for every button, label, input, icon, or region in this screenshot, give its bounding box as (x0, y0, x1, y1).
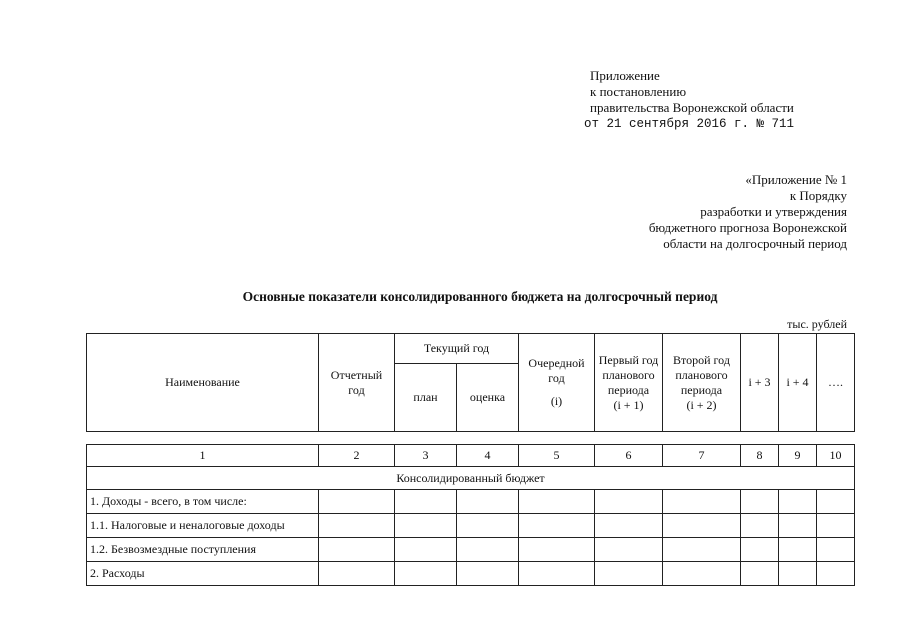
approval-block (584, 68, 795, 132)
table-cell (779, 562, 817, 586)
table-cell (519, 538, 595, 562)
table-row (87, 490, 855, 514)
table-cell (817, 514, 855, 538)
table-cell (779, 538, 817, 562)
column-number: 9 (779, 445, 817, 467)
appendix-line: разработки и утверждения (700, 204, 847, 219)
column-number: 6 (595, 445, 663, 467)
column-number: 8 (741, 445, 779, 467)
table-cell (663, 562, 741, 586)
appendix-line: области на долгосрочный период (663, 236, 847, 251)
data-table (86, 444, 855, 586)
table-row (87, 514, 855, 538)
column-number: 2 (319, 445, 395, 467)
table-cell (741, 490, 779, 514)
table-cell (457, 490, 519, 514)
table-cell (595, 490, 663, 514)
header-i3: i + 3 (741, 334, 779, 432)
table-cell (817, 562, 855, 586)
table-cell (457, 538, 519, 562)
table-cell (319, 514, 395, 538)
column-number: 5 (519, 445, 595, 467)
header-plan: план (395, 364, 457, 432)
table-cell (519, 514, 595, 538)
column-number: 7 (663, 445, 741, 467)
column-number: 3 (395, 445, 457, 467)
table-cell (395, 562, 457, 586)
table-cell (741, 538, 779, 562)
table-cell (741, 562, 779, 586)
table-cell (319, 562, 395, 586)
table-cell (779, 514, 817, 538)
appendix-line: к Порядку (789, 188, 847, 203)
header-name: Наименование (87, 334, 319, 432)
column-number: 10 (817, 445, 855, 467)
header-second-year-label: Второй год планового периода (673, 352, 730, 397)
section-title: Консолидированный бюджет (87, 467, 855, 490)
table-cell (395, 538, 457, 562)
header-first-year (595, 334, 663, 432)
appendix-line: бюджетного прогноза Воронежской (648, 220, 847, 235)
table-row (87, 562, 855, 586)
column-number-row (87, 445, 855, 467)
header-estimate: оценка (457, 364, 519, 432)
table-cell (595, 538, 663, 562)
table-cell (395, 514, 457, 538)
table-cell (319, 538, 395, 562)
appendix-block (649, 172, 847, 252)
appendix-line: «Приложение № 1 (745, 172, 847, 187)
table-cell (817, 490, 855, 514)
header-first-year-index: (i + 1) (613, 397, 644, 412)
document-title: Основные показатели консолидированного бюджета на долгосрочный период (242, 289, 718, 304)
table-cell (663, 514, 741, 538)
header-first-year-label: Первый год планового периода (598, 352, 659, 397)
approval-date: от 21 сентября 2016 г. № 711 (584, 117, 795, 131)
table-cell (663, 490, 741, 514)
table-cell (519, 490, 595, 514)
row-label: 1.2. Безвозмездные поступления (87, 538, 319, 562)
row-label: 1.1. Налоговые и неналоговые доходы (87, 514, 319, 538)
section-row (87, 467, 855, 490)
header-next-year-index: (i) (550, 394, 563, 408)
table-cell (595, 562, 663, 586)
header-second-year (663, 334, 741, 432)
header-table (86, 333, 855, 432)
table-cell (595, 514, 663, 538)
approval-line: к постановлению (590, 84, 687, 99)
table-cell (457, 514, 519, 538)
row-label: 2. Расходы (87, 562, 319, 586)
table-cell (319, 490, 395, 514)
table-cell (663, 538, 741, 562)
approval-line: правительства Воронежской области (590, 100, 794, 115)
table-cell (817, 538, 855, 562)
header-more: …. (817, 334, 855, 432)
column-number: 4 (457, 445, 519, 467)
header-second-year-index: (i + 2) (686, 397, 717, 412)
table-row (87, 538, 855, 562)
approval-line: Приложение (590, 68, 660, 83)
header-i4: i + 4 (779, 334, 817, 432)
header-current-year: Текущий год (395, 334, 519, 364)
column-number: 1 (87, 445, 319, 467)
table-cell (741, 514, 779, 538)
table-cell (779, 490, 817, 514)
header-next-year (519, 334, 595, 432)
header-reporting-year: Отчетный год (319, 334, 395, 432)
row-label: 1. Доходы - всего, в том числе: (87, 490, 319, 514)
units-label: тыс. рублей (787, 317, 847, 331)
table-cell (519, 562, 595, 586)
header-next-year-label: Очередной год (528, 356, 585, 385)
table-cell (457, 562, 519, 586)
table-cell (395, 490, 457, 514)
